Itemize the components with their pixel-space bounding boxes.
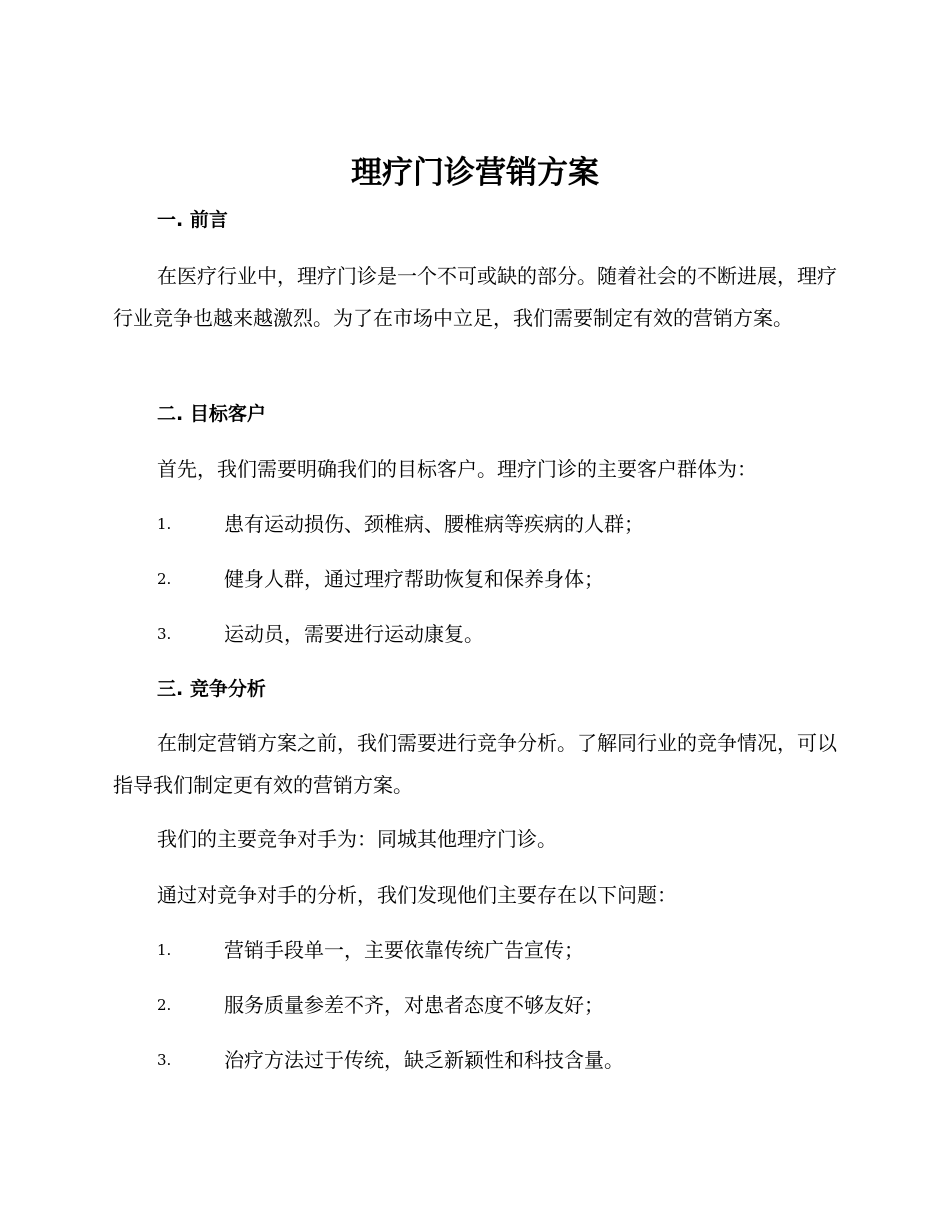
list-item-number: 3. xyxy=(157,625,172,643)
list-item-text: 健身人群，通过理疗帮助恢复和保养身体； xyxy=(224,567,604,591)
list-item-text: 治疗方法过于传统，缺乏新颖性和科技含量。 xyxy=(224,1048,624,1072)
list-item xyxy=(157,1045,857,1075)
list-item-number: 3. xyxy=(157,1051,172,1069)
list-item xyxy=(157,509,857,539)
list-item-number: 1. xyxy=(157,941,172,959)
section-heading-competition-analysis: 三. 竞争分析 xyxy=(157,678,266,700)
list-item xyxy=(157,935,857,965)
list-item-text: 服务质量参差不齐，对患者态度不够友好； xyxy=(224,993,604,1017)
list-item-text: 运动员，需要进行运动康复。 xyxy=(224,622,484,646)
list-item xyxy=(157,990,857,1020)
list-item-number: 2. xyxy=(157,996,172,1014)
competition-paragraph: 在制定营销方案之前，我们需要进行竞争分析。了解同行业的竞争情况，可以指导我们制定更有效的营销方案。 xyxy=(113,731,837,797)
list-item-text: 营销手段单一，主要依靠传统广告宣传； xyxy=(224,938,584,962)
document-title: 理疗门诊营销方案 xyxy=(351,155,599,191)
list-item-number: 1. xyxy=(157,515,172,533)
list-item xyxy=(157,564,857,594)
preface-paragraph: 在医疗行业中，理疗门诊是一个不可或缺的部分。随着社会的不断进展，理疗行业竞争也越来越激烈。为了在市场中立足，我们需要制定有效的营销方案。 xyxy=(113,264,837,330)
list-item xyxy=(157,619,857,649)
list-item-text: 患有运动损伤、颈椎病、腰椎病等疾病的人群； xyxy=(224,512,644,536)
competitor-problems-intro: 通过对竞争对手的分析，我们发现他们主要存在以下问题： xyxy=(157,883,677,907)
section-heading-target-customers: 二. 目标客户 xyxy=(157,403,266,425)
list-item-number: 2. xyxy=(157,570,172,588)
target-customers-intro: 首先，我们需要明确我们的目标客户。理疗门诊的主要客户群体为： xyxy=(157,457,757,481)
competitor-line: 我们的主要竞争对手为：同城其他理疗门诊。 xyxy=(157,827,557,851)
section-heading-preface: 一. 前言 xyxy=(157,209,228,231)
